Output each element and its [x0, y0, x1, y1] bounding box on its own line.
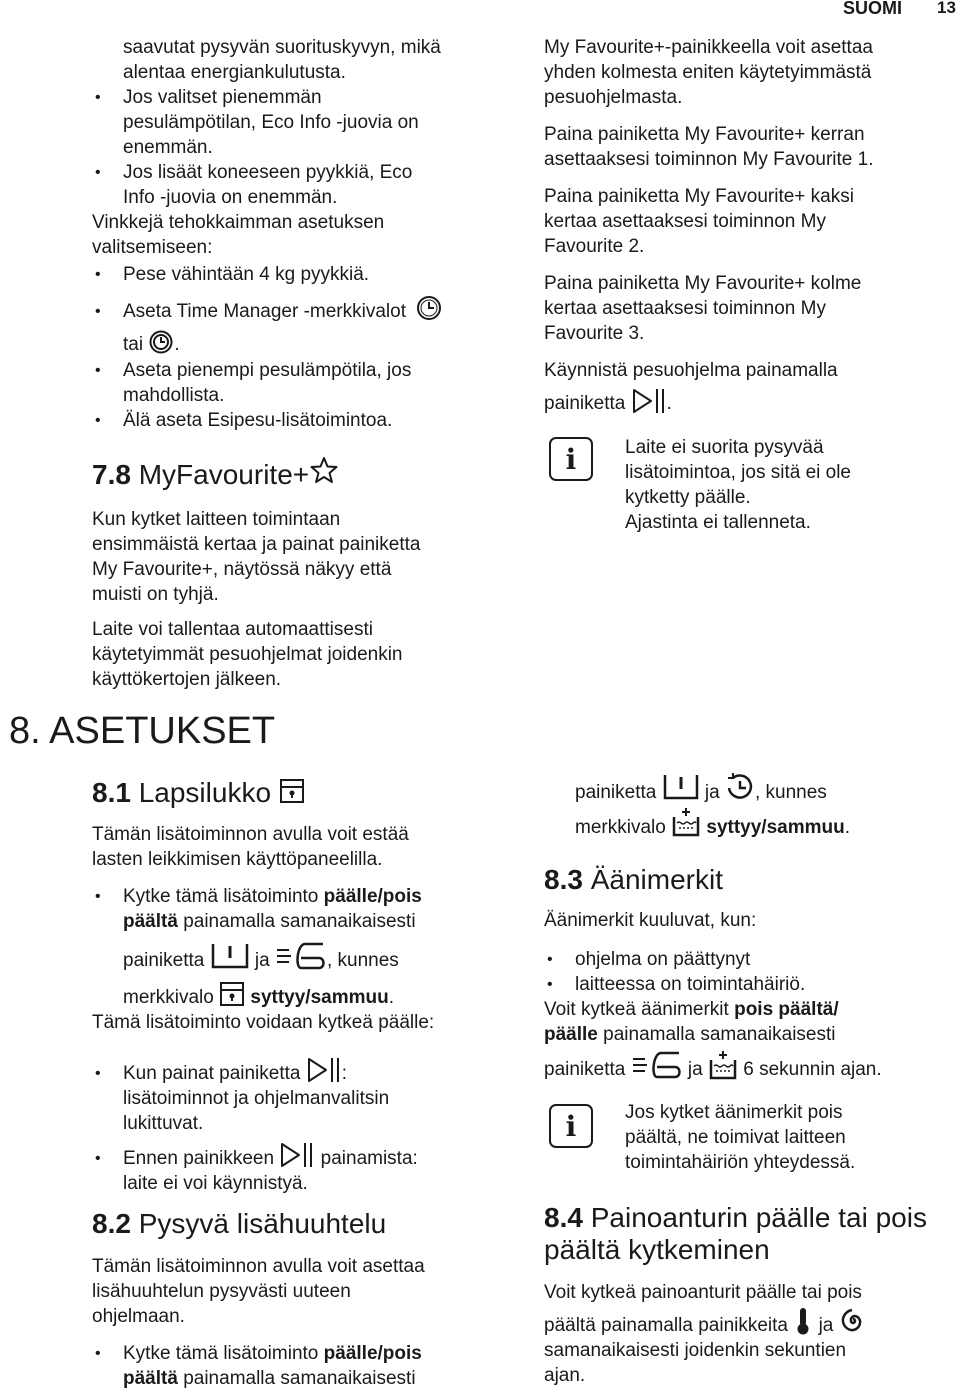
text-line: Tämä lisätoiminto voidaan kytkeä päälle: [92, 1012, 435, 1033]
text-line: lukittuvat. [123, 1113, 204, 1134]
text-line: • laitteessa on toimintahäiriö. [575, 974, 806, 995]
section-number: 7.8 [92, 459, 131, 490]
temperature-icon [793, 1306, 813, 1336]
tip-item [92, 299, 512, 357]
text-line: • Aseta pienempi pesulämpötila, jos [123, 360, 412, 381]
text-line [544, 1022, 954, 1047]
text-line: lisätoimintoa, jos sitä ei ole [625, 462, 851, 483]
prewash-icon [662, 772, 700, 802]
text-span: Aseta Time Manager -merkkivalot [123, 301, 406, 322]
text-line [123, 909, 522, 934]
text-line: kytketty päälle. [625, 487, 751, 508]
text-span: ja [704, 782, 720, 803]
text-span: merkkivalo [575, 817, 666, 838]
text-span: Kytke tämä lisätoiminto [123, 1343, 319, 1364]
text-line: Favourite 2. [544, 236, 645, 257]
text-span: päälle [544, 1024, 598, 1045]
text-line [123, 1061, 522, 1086]
text-span: painiketta [575, 782, 657, 803]
text-line: Laite ei suorita pysyvää [625, 437, 824, 458]
text-span: painiketta [544, 1059, 626, 1080]
text-line: Kun kytket laitteen toimintaan [92, 509, 341, 530]
start-pause-icon [631, 387, 667, 415]
bullet-lock-case [92, 1061, 522, 1136]
section-title: Äänimerkit [590, 864, 723, 895]
tip-item [92, 358, 512, 408]
text-line [544, 997, 954, 1022]
start-pause-icon [279, 1141, 315, 1169]
rinse-plus-icon [708, 1050, 738, 1080]
text-line [544, 1313, 954, 1338]
text-line [123, 985, 522, 1010]
section-title: päältä kytkeminen [544, 1234, 770, 1265]
text-line: asettaaksesi toiminnon My Favourite 1. [544, 149, 874, 170]
text-line: käyttökertojen jälkeen. [92, 669, 282, 690]
text-line [123, 948, 522, 973]
section-8-3-body [544, 908, 954, 1082]
text-line: Info -juovia on enemmän. [123, 187, 338, 208]
right-bottom-continuation [575, 780, 955, 840]
text-line: Tämän lisätoiminnon avulla voit asettaa [92, 1256, 425, 1277]
bullet-rinse-toggle [92, 1341, 522, 1391]
bullet-lock-toggle [92, 884, 522, 1010]
text-span: ja [818, 1315, 834, 1336]
info-icon: i [549, 437, 593, 481]
text-span: päältä [123, 911, 178, 932]
text-span: pois päältä/ [734, 999, 839, 1020]
text-span: . [844, 817, 850, 838]
text-line: laite ei voi käynnistyä. [123, 1173, 308, 1194]
text-line: Ajastinta ei tallenneta. [625, 512, 811, 533]
section-title: Painoanturin päälle tai pois [590, 1202, 927, 1233]
text-span: syttyy/sammuu [706, 817, 845, 838]
text-span: päältä [123, 1368, 178, 1389]
text-span: . [666, 393, 672, 414]
section-number: 8.4 [544, 1202, 583, 1233]
text-line [544, 1057, 954, 1082]
text-span: päälle/pois [323, 1343, 422, 1364]
text-line [123, 1341, 522, 1366]
section-8-1-body [92, 822, 522, 1196]
text-span: ja [254, 950, 270, 971]
text-line: • Jos valitset pienemmän [123, 87, 322, 108]
text-line: lisähuuhtelun pysyvästi uuteen [92, 1281, 351, 1302]
info-note-favourite [625, 435, 945, 535]
child-lock-icon [219, 981, 245, 1007]
delay-icon [725, 772, 755, 802]
text-span: päälle/pois [323, 886, 422, 907]
info-note-sound [625, 1100, 945, 1175]
bullet-lower-temp [92, 85, 512, 160]
tips-heading: Vinkkejä tehokkaimman asetuksen [92, 212, 385, 233]
text-line: Paina painiketta My Favourite+ kaksi [544, 186, 854, 207]
text-line: My Favourite+-painikkeella voit asettaa [544, 37, 873, 58]
spiral-icon [839, 1307, 867, 1335]
text-line: • ohjelma on päättynyt [575, 949, 751, 970]
text-line: lasten leikkimisen käyttöpaneelilla. [92, 849, 383, 870]
text-line: toimintahäiriön yhteydessä. [625, 1152, 856, 1173]
chapter-heading-8 [9, 709, 275, 753]
bullet-sound-case [544, 972, 954, 997]
text-line: käytetyimmät pesuohjelmat joidenkin [92, 644, 403, 665]
section-title: Pysyvä lisähuuhtelu [138, 1208, 387, 1239]
text-line [123, 1146, 522, 1171]
text-span: päältä painamalla painikkeita [544, 1315, 788, 1336]
text-line: pesulämpötilan, Eco Info -juovia on [123, 112, 419, 133]
text-span: . [388, 987, 394, 1008]
info-icon: i [549, 1104, 593, 1148]
section-heading-8-1 [92, 776, 305, 810]
tip-item [92, 408, 512, 433]
text-line: Paina painiketta My Favourite+ kerran [544, 124, 865, 145]
text-span: , kunnes [754, 782, 827, 803]
left-top-block [92, 35, 512, 433]
text-line: kertaa asettaaksesi toiminnon My [544, 298, 826, 319]
text-span: painiketta [544, 393, 626, 414]
text-line: yhden kolmesta eniten käytetyimmästä [544, 62, 872, 83]
clock-filled-icon [148, 329, 174, 355]
section-8-4-body [544, 1280, 954, 1388]
text-line: Jos kytket äänimerkit pois [625, 1102, 843, 1123]
text-line: • Pese vähintään 4 kg pyykkiä. [123, 264, 370, 285]
text-line: samanaikaisesti joidenkin sekuntien [544, 1340, 847, 1361]
text-line: päältä, ne toimivat laitteen [625, 1127, 846, 1148]
header-page-number: 13 [937, 0, 956, 17]
text-span: syttyy/sammuu [250, 987, 389, 1008]
cont-line: saavutat pysyvän suorituskyvyn, mikä [123, 37, 441, 58]
text-span: painamalla samanaikaisesti [183, 911, 416, 932]
chapter-number: 8. [9, 710, 41, 752]
section-heading-8-2 [92, 1207, 386, 1241]
text-span: painamalla samanaikaisesti [603, 1024, 836, 1045]
child-lock-icon [279, 777, 305, 805]
text-line: My Favourite+, näytössä näkyy että [92, 559, 392, 580]
text-line [123, 1366, 522, 1391]
text-line: Paina painiketta My Favourite+ kolme [544, 273, 862, 294]
spin-icon [631, 1050, 683, 1080]
text-line: Favourite 3. [544, 323, 645, 344]
tips-heading: valitsemiseen: [92, 237, 213, 258]
right-top-block [544, 35, 954, 416]
text-line: enemmän. [123, 137, 213, 158]
text-line: ajan. [544, 1365, 586, 1386]
text-line [123, 299, 512, 324]
text-line: Äänimerkit kuuluvat, kun: [544, 910, 757, 931]
text-line: mahdollista. [123, 385, 225, 406]
text-span: tai [123, 334, 144, 355]
text-span: . [174, 334, 180, 355]
section-number: 8.3 [544, 864, 583, 895]
text-span: Voit kytkeä äänimerkit [544, 999, 729, 1020]
text-line [123, 332, 512, 357]
text-span: Kytke tämä lisätoiminto [123, 886, 319, 907]
heading-line [544, 1202, 954, 1234]
cont-line: alentaa energiankulutusta. [123, 62, 346, 83]
text-line: • Älä aseta Esipesu-lisätoimintoa. [123, 410, 393, 431]
section-title: Lapsilukko [138, 777, 272, 808]
header-section-label: SUOMI [843, 0, 903, 18]
text-line: Laite voi tallentaa automaattisesti [92, 619, 373, 640]
section-heading-8-4 [544, 1202, 954, 1266]
text-line: Tämän lisätoiminnon avulla voit estää [92, 824, 409, 845]
text-span: : [341, 1063, 348, 1084]
text-line: muisti on tyhjä. [92, 584, 219, 605]
text-span: , kunnes [326, 950, 399, 971]
start-pause-icon [306, 1056, 342, 1084]
text-line [544, 391, 954, 416]
rinse-plus-icon [671, 807, 701, 837]
section-title: MyFavourite+ [138, 459, 310, 490]
section-8-2-body [92, 1254, 522, 1391]
text-line: • Jos lisäät koneeseen pyykkiä, Eco [123, 162, 413, 183]
text-line: ensimmäistä kertaa ja painat painiketta [92, 534, 421, 555]
tip-item [92, 262, 512, 287]
bullet-add-laundry [92, 160, 512, 210]
section-heading-8-3 [544, 863, 723, 897]
text-span: painiketta [123, 950, 205, 971]
text-line: Käynnistä pesuohjelma painamalla [544, 360, 838, 381]
chapter-title: ASETUKSET [49, 710, 276, 752]
text-line [575, 780, 955, 805]
prewash-icon [210, 941, 250, 971]
section-heading-7-8 [92, 458, 339, 492]
text-span: Ennen painikkeen [123, 1148, 275, 1169]
text-line [575, 815, 955, 840]
text-line: kertaa asettaaksesi toiminnon My [544, 211, 826, 232]
bullet-sound-case [544, 947, 954, 972]
spin-icon [275, 941, 327, 971]
text-line: Voit kytkeä painoanturit päälle tai pois [544, 1282, 862, 1303]
text-span: painamalla samanaikaisesti [183, 1368, 416, 1389]
text-span: Kun painat painiketta [123, 1063, 301, 1084]
text-line: pesuohjelmasta. [544, 87, 683, 108]
text-line: lisätoiminnot ja ohjelmanvalitsin [123, 1088, 390, 1109]
section-7-8-body [92, 507, 512, 692]
text-line [123, 884, 522, 909]
star-icon [309, 455, 339, 485]
text-line: ohjelmaan. [92, 1306, 185, 1327]
text-span: painamista: [320, 1148, 418, 1169]
text-span: 6 sekunnin ajan. [743, 1059, 882, 1080]
text-span: merkkivalo [123, 987, 214, 1008]
section-number: 8.2 [92, 1208, 131, 1239]
clock-icon [415, 294, 443, 322]
bullet-lock-case [92, 1146, 522, 1196]
section-number: 8.1 [92, 777, 131, 808]
text-span: ja [687, 1059, 703, 1080]
